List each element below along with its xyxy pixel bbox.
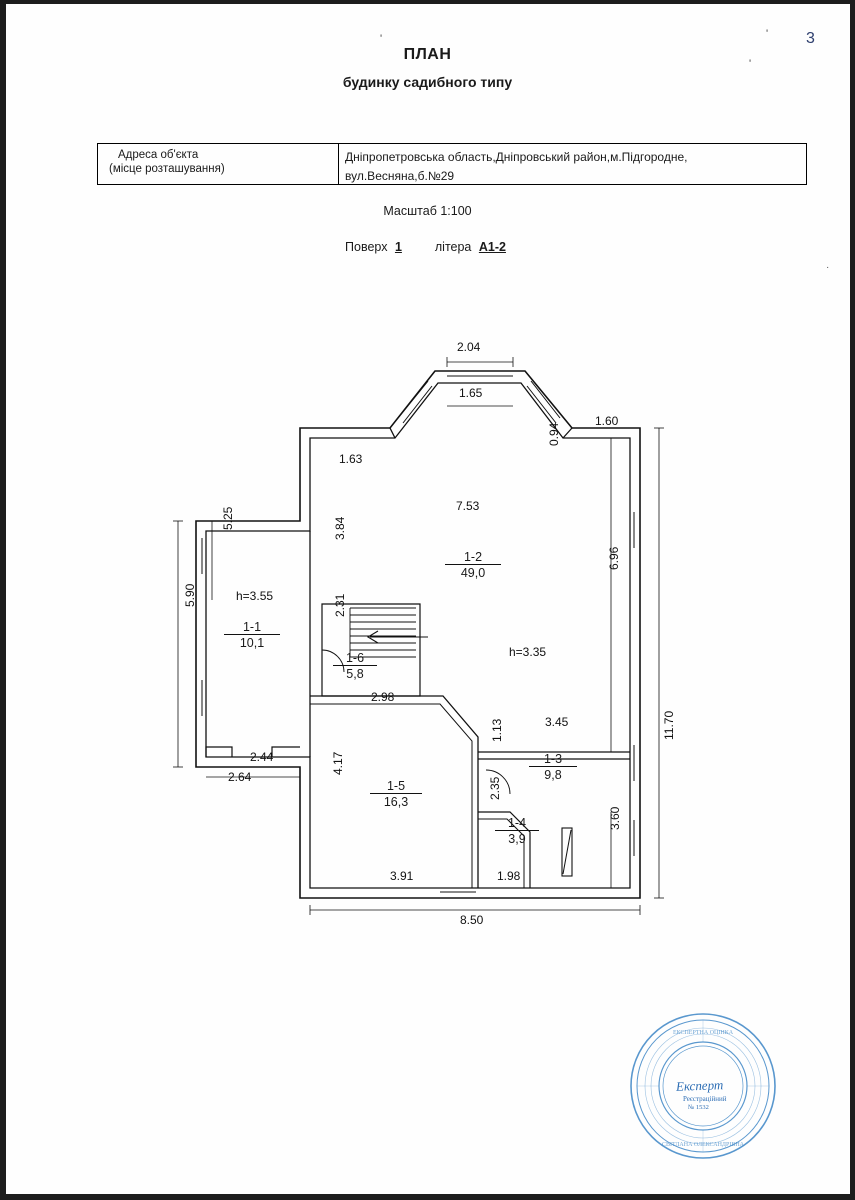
room-label-1-1 (224, 620, 280, 650)
address-value-line2: вул.Весняна,б.№29 (345, 169, 455, 183)
dim-left-2-64: 2.64 (228, 770, 252, 784)
room-1-6-area: 5,8 (333, 665, 377, 681)
page-number-mark: 3 (806, 30, 815, 47)
dim-bottom-3-91: 3.91 (390, 869, 414, 883)
room-1-1-area: 10,1 (224, 634, 280, 650)
room-label-1-2 (445, 550, 501, 580)
dim-left-3-84: 3.84 (333, 516, 347, 540)
floor-value: 1 (394, 240, 402, 254)
floor-label: Поверх (345, 240, 388, 254)
room-1-5-number: 1-5 (386, 779, 406, 793)
stamp-line2: № 1532 (688, 1104, 709, 1111)
room-label-1-5 (370, 779, 422, 809)
dim-left-1-63: 1.63 (339, 452, 363, 466)
room-1-5-area: 16,3 (370, 793, 422, 809)
letter-value: А1-2 (478, 240, 506, 254)
room-label-1-4 (495, 816, 539, 846)
dim-top-0-94: 0.94 (547, 422, 561, 446)
room-1-2-number: 1-2 (463, 550, 483, 564)
margin-mark-top-right-a: ' (749, 58, 752, 70)
address-box-divider (338, 143, 339, 185)
margin-mark-top-center: ' (380, 33, 383, 45)
page-title: ПЛАН (403, 46, 452, 63)
page-edge-left (0, 0, 6, 1200)
dim-inner-3-45: 3.45 (545, 715, 569, 729)
dim-right-6-96: 6.96 (607, 546, 621, 570)
address-value-line1: Дніпропетровська область,Дніпровський район,м.Підгородне, (345, 150, 688, 164)
page-subtitle: будинку садибного типу (342, 74, 513, 90)
dim-bottom-8-50: 8.50 (460, 913, 484, 927)
margin-mark-side: · (826, 262, 830, 273)
dim-left-4-17: 4.17 (331, 751, 345, 775)
room-1-1-height: h=3.55 (236, 589, 274, 603)
dim-left-5-90: 5.90 (183, 583, 197, 607)
room-label-1-6 (333, 651, 377, 681)
dim-bottom-1-98: 1.98 (497, 869, 521, 883)
margin-mark-top-right-b: ' (766, 28, 769, 40)
room-1-2-height: h=3.35 (509, 645, 547, 659)
page-edge-right (850, 0, 855, 1200)
dim-left-2-44: 2.44 (250, 750, 274, 764)
room-1-4-area: 3,9 (495, 830, 539, 846)
letter-label: літера (434, 240, 472, 254)
dim-inner-1-13: 1.13 (490, 718, 504, 742)
scale-text: Масштаб 1:100 (383, 204, 472, 218)
dim-inner-7-53: 7.53 (456, 499, 480, 513)
stamp-title: Експерт (675, 1077, 724, 1094)
room-1-3-number: 1-3 (543, 752, 563, 766)
dim-right-3-60: 3.60 (608, 806, 622, 830)
room-1-4-number: 1-4 (507, 816, 527, 830)
room-1-2-area: 49,0 (445, 564, 501, 580)
page-edge-top (0, 0, 855, 4)
page-edge-bottom (0, 1194, 855, 1200)
dim-inner-2-98: 2.98 (371, 690, 395, 704)
svg-text:ЕКСПЕРТНА ОЦІНКА: ЕКСПЕРТНА ОЦІНКА (672, 1030, 734, 1036)
svg-text:СВІТЛАНА ОЛЕКСАНДРІВНА: СВІТЛАНА ОЛЕКСАНДРІВНА (661, 1142, 745, 1148)
floor-row (0, 240, 855, 254)
room-1-3-area: 9,8 (529, 766, 577, 782)
dim-inner-2-31: 2.31 (333, 593, 347, 617)
dim-right-11-70: 11.70 (662, 710, 676, 740)
address-label-line1: Адреса об'єкта (118, 149, 199, 161)
room-1-1-number: 1-1 (242, 620, 262, 634)
room-label-1-3 (529, 752, 577, 782)
dim-top-1-65: 1.65 (459, 386, 483, 400)
address-label-line2: (місце розташування) (109, 163, 225, 175)
dim-top-2-04: 2.04 (457, 340, 481, 354)
dim-inner-2-35: 2.35 (488, 776, 502, 800)
dim-top-1-60: 1.60 (595, 414, 619, 428)
room-1-6-number: 1-6 (345, 651, 365, 665)
stamp-line1: Реєстраційний (683, 1095, 727, 1103)
dim-left-5-25: 5.25 (221, 506, 235, 530)
